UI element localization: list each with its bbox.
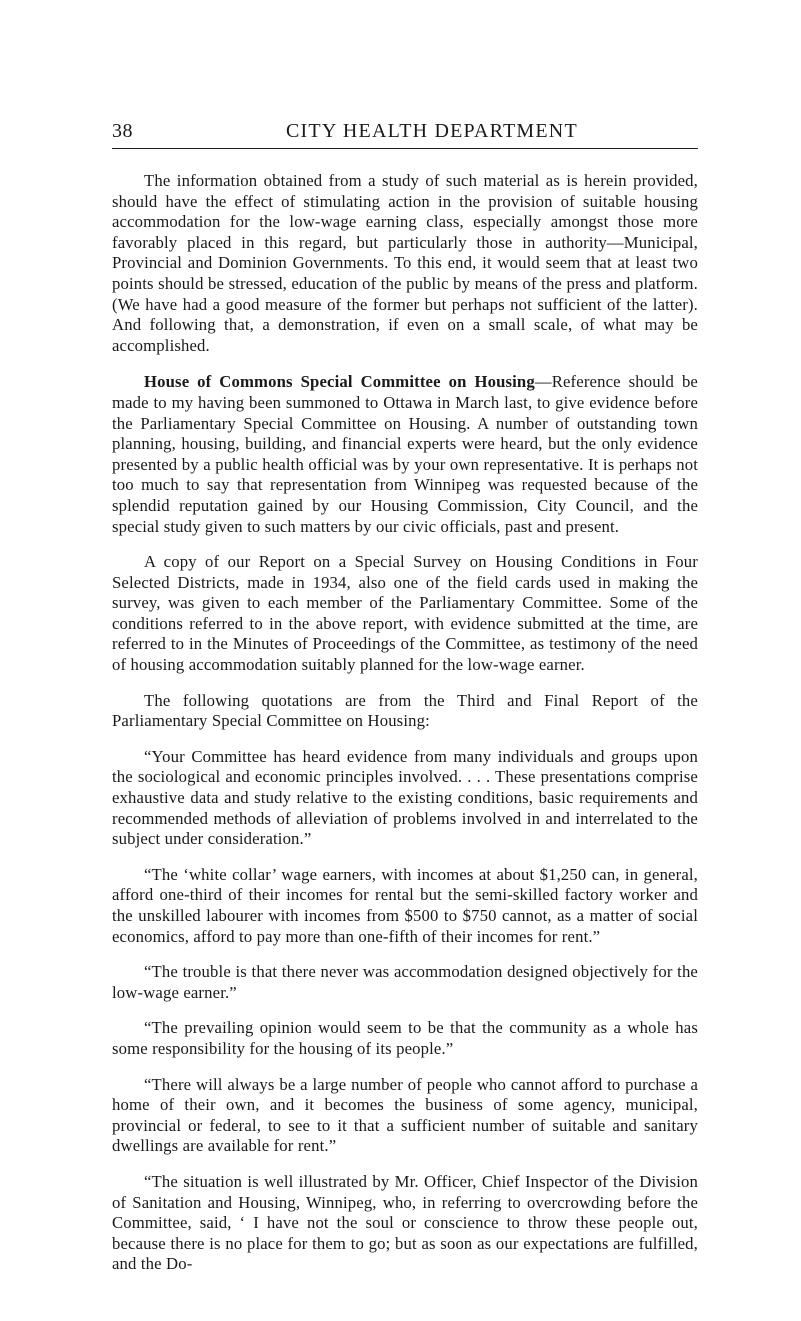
quotation-paragraph (112, 747, 698, 850)
quotation-paragraph (112, 1075, 698, 1157)
paragraph-text: “There will always be a large number of people who cannot afford to purchase a home of their own, and it becomes the business of some agency, municipal, provincial or federal, to see to it that a sufficient number of suitable and sanitary dwellings are available for rent.” (112, 1074, 698, 1156)
paragraph-text: The information obtained from a study of such material as is herein provided, should have the effect of stimulating action in the provision of suitable housing accommodation for the low-wage earning class, especially amongst those more favorably placed in this regard, but particularly those in authority—Municipal, Provincial and Dominion Governments. To this end, it would seem that at least two points should be stressed, education of the public by means of the press and platform. (We have had a good measure of the former but perhaps not sufficient of the latter). And following that, a demonstration, if even on a small scale, of what may be accomplished. (112, 171, 698, 355)
paragraph-text: A copy of our Report on a Special Survey on Housing Conditions in Four Selected Districts, made in 1934, also one of the field cards used in making the survey, was given to each member of the Parliamentary Committee. Some of the conditions referred to in the above report, with evidence submitted at the time, are referred to in the Minutes of Proceedings of the Committee, as testimony of the need of housing accommodation suitably planned for the low-wage earner. (112, 552, 698, 675)
running-title: CITY HEALTH DEPARTMENT (286, 120, 578, 142)
paragraph-text: “The ‘white collar’ wage earners, with incomes at about $1,250 can, in general, afford one-third of their incomes for rental but the semi-skilled factory worker and the unskilled labourer with incomes from $500 to $750 cannot, as a matter of social economics, afford to pay more than one-fifth of their incomes for rent.” (112, 864, 698, 946)
quotation-paragraph (112, 1172, 698, 1275)
paragraph (112, 691, 698, 732)
body-text (112, 171, 698, 1290)
paragraph (112, 372, 698, 537)
paragraph-text: The following quotations are from the Third and Final Report of the Parliamentary Special Committee on Housing: (112, 690, 698, 731)
paragraph-text: —Reference should be made to my having been summoned to Ottawa in March last, to give evidence before the Parliamentary Special Committee on Housing. A number of outstanding town planning, housing, building, and financial experts were heard, but the only evidence presented by a public health official was by your own representative. It is perhaps not too much to say that representation from Winnipeg was requested because of the splendid reputation gained by our Housing Commission, City Council, and the special study given to such matters by our civic officials, past and present. (112, 372, 698, 536)
paragraph-text: “Your Committee has heard evidence from many individuals and groups upon the sociological and economic principles involved. . . . These presentations comprise exhaustive data and study relative to the existing conditions, basic requirements and recommended methods of alleviation of problems involved in and interrelated to the subject under consideration.” (112, 746, 698, 849)
quotation-paragraph (112, 962, 698, 1003)
running-header (112, 118, 698, 149)
paragraph-text: “The trouble is that there never was accommodation designed objectively for the low-wage earner.” (112, 962, 698, 1002)
page-number: 38 (112, 120, 133, 142)
section-heading: House of Commons Special Committee on Housing (144, 372, 535, 392)
quotation-paragraph (112, 865, 698, 947)
paragraph-text: “The situation is well illustrated by Mr. Officer, Chief Inspector of the Division of Sanitation and Housing, Winnipeg, who, in referring to overcrowding before the Committee, said, ‘ I have not the soul or conscience to throw these people out, because there is no place for them to go; but as soon as our expectations are fulfilled, and the Do- (112, 1171, 698, 1274)
quotation-paragraph (112, 1018, 698, 1059)
paragraph-text: “The prevailing opinion would seem to be that the community as a whole has some responsibility for the housing of its people.” (112, 1018, 698, 1058)
paragraph (112, 552, 698, 676)
paragraph (112, 171, 698, 356)
